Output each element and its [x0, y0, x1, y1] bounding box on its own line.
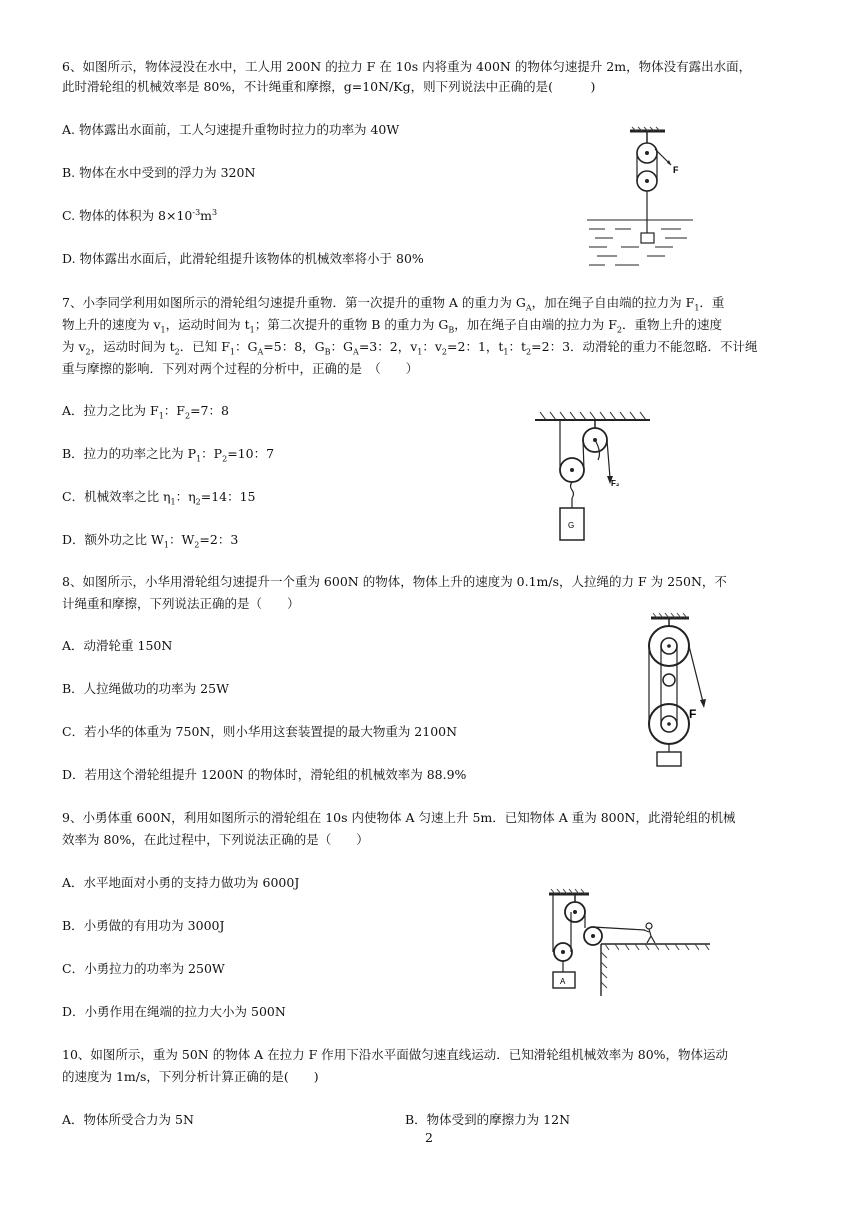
q10-stem-line-2: 的速度为 1m/s，下列分析计算正确的是( ) — [62, 1069, 319, 1084]
q9-pulley-figure — [545, 888, 715, 998]
q7-option-c: C．机械效率之比 $\eta_1$：$\eta_2=14$：15 — [62, 489, 256, 507]
q6-stem-line-1: 6、如图所示，物体浸没在水中，工人用 200N 的拉力 F 在 10s 内将重为 400N 的物体匀速提升 2m，物体没有露出水面， — [62, 59, 752, 74]
q6-stem-line-2: 此时滑轮组的机械效率是 80%，不计绳重和摩擦，g=10N/Kg，则下列说法中正确的是( ) — [62, 79, 596, 94]
q9-option-d: D．小勇作用在绳端的拉力大小为 500N — [62, 1004, 286, 1019]
page-number: 2 — [425, 1130, 433, 1145]
q6-option-b: B. 物体在水中受到的浮力为 320N — [62, 165, 256, 180]
q7-option-a: A．拉力之比为 $F_1$：$F_2=7$：8 — [62, 403, 229, 421]
q10-stem-line-1: 10、如图所示，重为 50N 的物体 A 在拉力 F 作用下沿水平面做匀速直线运动．已知滑轮组机械效率为 80%，物体运动 — [62, 1047, 729, 1062]
q7-option-d: D．额外功之比 $W_1$：$W_2=2$：3 — [62, 532, 239, 550]
q7-stem-line-3: 为 $v_2$，运动时间为 $t_2$．已知 $F_1$：$G_A=5$：8，$G_B$：$G_A=3$：2，$v_1$：$v_2=2$：1，$t_1$：$t_2=2$：3．动滑轮的重力不能忽略．不计绳 — [62, 339, 758, 357]
q8-stem-line-2: 计绳重和摩擦，下列说法正确的是（ ） — [62, 596, 300, 611]
q7-figure-label-f2: F₂ — [611, 479, 620, 488]
q8-option-a: A．动滑轮重 150N — [62, 638, 173, 653]
q6-option-c: C. 物体的体积为 $8\times 10^{-3}m^3$ — [62, 207, 218, 223]
q9-option-b: B．小勇做的有用功为 3000J — [62, 918, 225, 933]
q7-figure-label-g: G — [568, 521, 575, 530]
q7-stem-line-2: 物上升的速度为 $v_1$，运动时间为 $t_1$；第二次提升的重物 B 的重力为 $G_B$，加在绳子自由端的拉力为 $F_2$．重物上升的速度 — [62, 317, 722, 335]
q8-pulley-figure — [633, 612, 713, 772]
q7-stem-line-4: 重与摩擦的影响．下列对两个过程的分析中，正确的是 （ ） — [62, 361, 419, 376]
q8-figure-label-f: F — [689, 707, 697, 721]
q7-stem-line-1: 7、小李同学利用如图所示的滑轮组匀速提升重物．第一次提升的重物 A 的重力为 $G_A$，加在绳子自由端的拉力为 $F_1$．重 — [62, 295, 725, 313]
q6-pulley-figure — [585, 125, 695, 270]
q9-option-c: C．小勇拉力的功率为 250W — [62, 961, 225, 976]
q7-pulley-figure — [530, 408, 660, 548]
q8-option-d: D．若用这个滑轮组提升 1200N 的物体时，滑轮组的机械效率为 88.9% — [62, 767, 467, 782]
q9-stem-line-1: 9、小勇体重 600N，利用如图所示的滑轮组在 10s 内使物体 A 匀速上升 5m．已知物体 A 重为 800N，此滑轮组的机械 — [62, 810, 736, 825]
q10-option-b: B．物体受到的摩擦力为 12N — [405, 1112, 571, 1127]
q7-option-b: B．拉力的功率之比为 $P_1$：$P_2=10$：7 — [62, 446, 275, 464]
q8-option-b: B．人拉绳做功的功率为 25W — [62, 681, 229, 696]
q10-option-a: A．物体所受合力为 5N — [62, 1112, 194, 1127]
q9-stem-line-2: 效率为 80%，在此过程中，下列说法正确的是（ ） — [62, 832, 369, 847]
q8-option-c: C．若小华的体重为 750N，则小华用这套装置提的最大物重为 2100N — [62, 724, 458, 739]
q9-figure-label-a: A — [560, 977, 566, 986]
q6-option-a: A. 物体露出水面前，工人匀速提升重物时拉力的功率为 40W — [62, 122, 400, 137]
q9-option-a: A．水平地面对小勇的支持力做功为 6000J — [62, 875, 300, 890]
q8-stem-line-1: 8、如图所示，小华用滑轮组匀速提升一个重为 600N 的物体，物体上升的速度为 0.1m/s，人拉绳的力 F 为 250N，不 — [62, 574, 727, 589]
q6-option-d: D. 物体露出水面后，此滑轮组提升该物体的机械效率将小于 80% — [62, 251, 424, 266]
q6-figure-label-f: F — [673, 165, 679, 175]
